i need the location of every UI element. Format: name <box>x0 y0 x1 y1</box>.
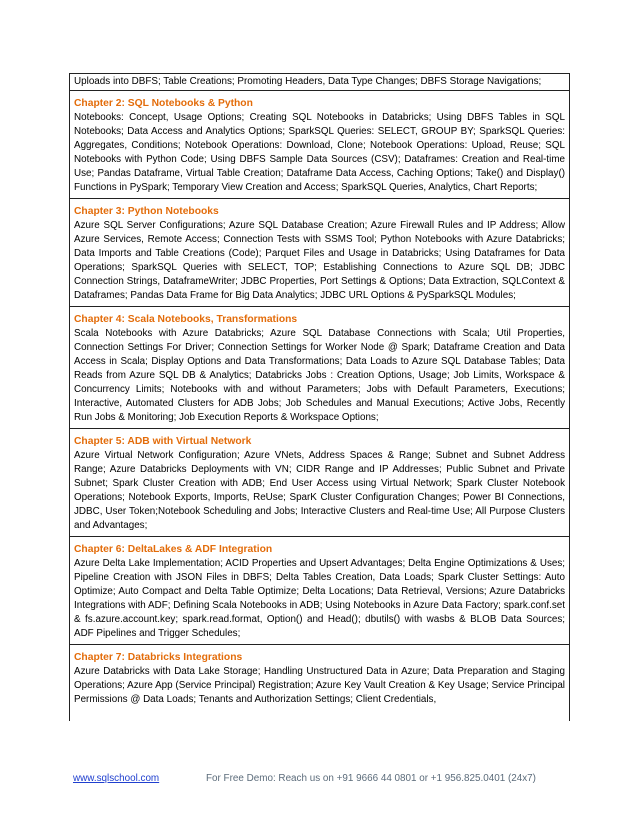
chapter-5-row <box>70 429 569 537</box>
chapter-heading: Chapter 2: SQL Notebooks & Python <box>74 98 253 109</box>
page-footer <box>73 772 573 786</box>
chapter-content: Azure Virtual Network Configuration; Azure VNets, Address Spaces & Range; Subnet and Subnet Address Range; Azure Databricks Deployments with VN; CIDR Range and IP Addresses; Public Subnet and Private Subnet; Spark Cluster Creation with ADB; End User Access using Virtual Network; Spark Cluster Notebook Operations; Notebook Exports, Imports, ReUse; SparK Cluster Configuration Changes; Power BI Connections, JDBC, User Token;Notebook Scheduling and Jobs; Interactive Clusters and Real-time Use; All Purpose Clusters and Advantages; <box>74 450 565 531</box>
chapter-heading: Chapter 4: Scala Notebooks, Transformations <box>74 314 298 325</box>
chapter-3-row <box>70 199 569 307</box>
chapter-content: Azure Databricks with Data Lake Storage; Handling Unstructured Data in Azure; Data Preparation and Staging Operations; Azure App (Service Principal) Registration; Azure Key Vault Creation & Key Usage; Service Principal Permissions @ Data Loads; Tenants and Authorization Settings; Client Credentials, <box>74 666 565 705</box>
chapter-content: Azure Delta Lake Implementation; ACID Properties and Upsert Advantages; Delta Engine Optimizations & Uses; Pipeline Creation with JSON Files in DBFS; Delta Tables Creation, Data Loads; Spark Cluster Settings: Auto Optimize; Auto Compact and Delta Table Optimize; Delta Locations; Data Retrieval, Versions; Azure Databricks Integrations with ADF; Defining Scala Notebooks in ADB; Using Notebooks in Azure Data Factory; spark.conf.set & fs.azure.account.key; spark.read.format, Option() and Head(); dbutils() with wasbs & BLOB Data Sources; ADF Pipelines and Trigger Schedules; <box>74 558 565 639</box>
chapter-2-row <box>70 91 569 199</box>
chapter-6-row <box>70 537 569 645</box>
intro-row <box>70 74 569 91</box>
chapter-heading: Chapter 5: ADB with Virtual Network <box>74 436 252 447</box>
chapter-4-row <box>70 307 569 429</box>
demo-contact-text: For Free Demo: Reach us on +91 9666 44 0801 or +1 956.825.0401 (24x7) <box>206 773 536 784</box>
website-link[interactable]: www.sqlschool.com <box>73 773 160 784</box>
chapter-heading: Chapter 6: DeltaLakes & ADF Integration <box>74 544 273 555</box>
chapter-content: Notebooks: Concept, Usage Options; Creating SQL Notebooks in Databricks; Using DBFS Tables in SQL Notebooks; Data Access and Analytics Options; SparkSQL Queries: SELECT, GROUP BY; SparkSQL Queries: Aggregates, Conditions; Notebook Operations: Download, Clone; Notebook Operations: Upload, Reuse; SQL Notebooks with Python Code; Using DBFS Sample Data Sources (CSV); Dataframes: Creation and Real-time Use; Pandas Dataframe, Virtual Table Creation; Dataframe Data Access, Caching Options; Take() and Display() Functions in PySpark; Temporary View Creation and Access; SparkSQL Queries, Analytics, Chart Reports; <box>74 112 565 193</box>
chapter-7-row <box>70 645 569 721</box>
chapter-content: Scala Notebooks with Azure Databricks; Azure SQL Database Connections with Scala; Util Properties, Connection Settings For Driver; Connection Settings for Worker Node @ Spark; Dataframe Creation and Data Access in Scala; Display Options and Data Transformations; Data Loads to Azure SQL Database Tables; Data Reads from Azure SQL DB & Analytics; Databricks Jobs : Creation Options, Usage; Job Limits, Workspace & Concurrency Limits; Notebooks with and without Parameters; Jobs with Default Parameters, Executions; Interactive, Automated Clusters for ADB Jobs; Job Schedules and Manual Executions; Active Jobs, Recently Run Jobs & Monitoring; Job Execution Reports & Workspace Options; <box>74 328 565 423</box>
chapter-heading: Chapter 3: Python Notebooks <box>74 206 219 217</box>
course-content-table <box>69 73 570 721</box>
chapter-content: Azure SQL Server Configurations; Azure SQL Database Creation; Azure Firewall Rules and IP Address; Allow Azure Services, Remote Access; Connection Tests with SSMS Tool; Python Notebooks with Azure Databricks; Data Imports and Table Creations (Code); Parquet Files and Usage in Databricks; Using Dataframes for Data Operations; SparkSQL Queries with SELECT, TOP; Establishing Connections to Azure SQL DB; JDBC Connection Strings, DataframeWriter; JDBC Properties, Port Settings & Options; Data Extraction, SQLContext & Dataframes; Pandas Data Frame for Big Data Analytics; JDBC URL Options & PySparkSQL Modules; <box>74 220 565 301</box>
intro-line: Uploads into DBFS; Table Creations; Promoting Headers, Data Type Changes; DBFS Storage Navigations; <box>74 76 542 87</box>
chapter-heading: Chapter 7: Databricks Integrations <box>74 652 243 663</box>
